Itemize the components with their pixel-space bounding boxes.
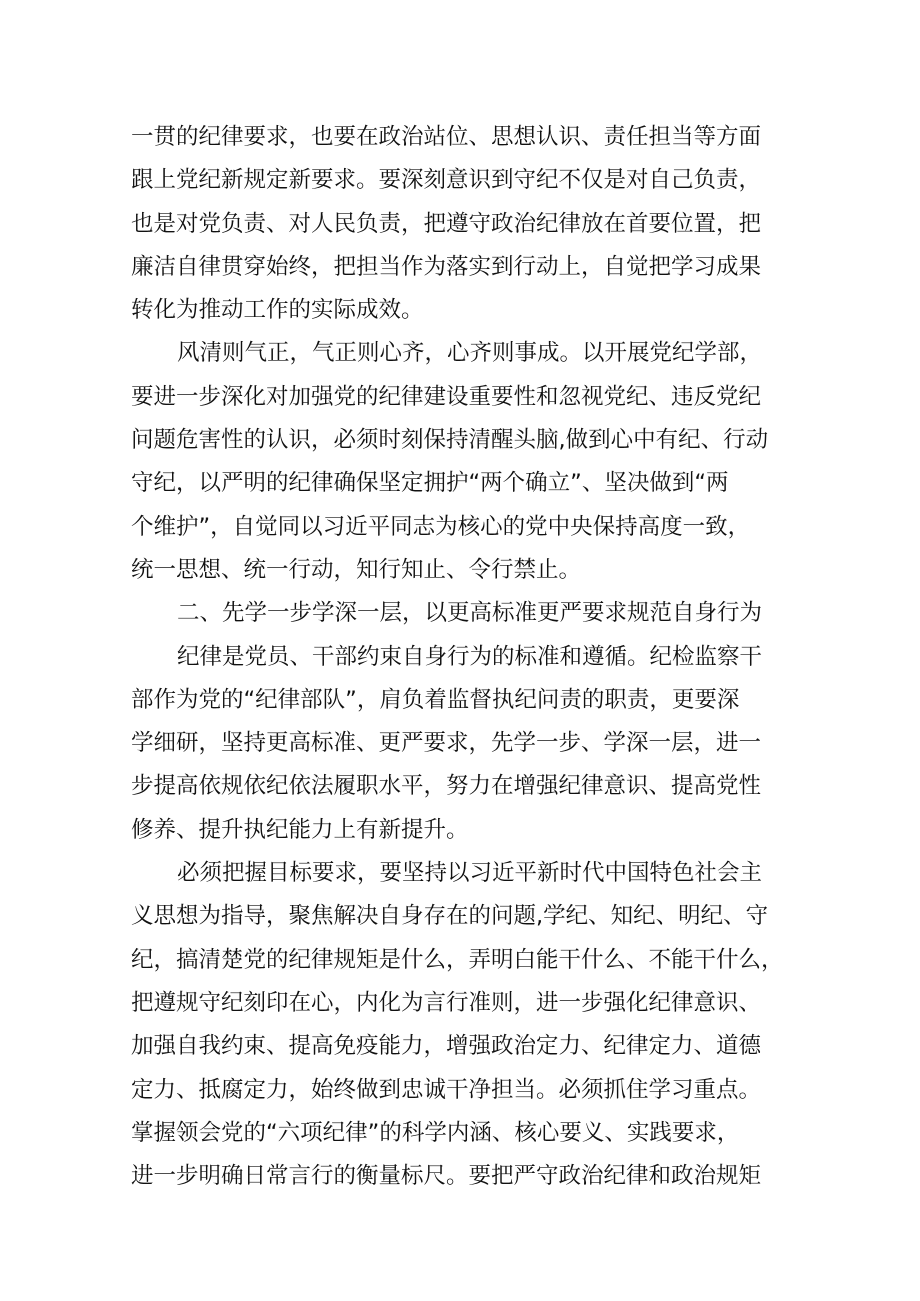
text-line-21: 把遵规守纪刻印在心，内化为言行准则，进一步强化纪律意识、 bbox=[131, 989, 762, 1016]
text-line-16: 步提高依规依纪依法履职水平，努力在增强纪律意识、提高党性 bbox=[131, 773, 762, 800]
text-line-22: 加强自我约束、提高免疫能力，增强政治定力、纪律定力、道德 bbox=[131, 1033, 762, 1060]
text-line-1: 一贯的纪律要求，也要在政治站位、思想认识、责任担当等方面 bbox=[131, 124, 762, 150]
document-body bbox=[131, 116, 821, 1198]
text-line-17: 修养、提升执纪能力上有新提升。 bbox=[131, 816, 469, 843]
text-line-9: 守纪，以严明的纪律确保坚定拥护“两个确立”、坚决做到“两 bbox=[131, 470, 729, 497]
text-line-23: 定力、抵腐定力，始终做到忠诚干净担当。必须抓住学习重点。 bbox=[131, 1076, 762, 1103]
text-line-3: 也是对党负责、对人民负责，把遵守政治纪律放在首要位置，把 bbox=[131, 210, 762, 237]
paragraph-start-line: 风清则气正，气正则心齐，心齐则事成。以开展党纪学部， bbox=[177, 340, 763, 367]
text-line-19: 义思想为指导，聚焦解决自身存在的问题,学纪、知纪、明纪、守 bbox=[131, 903, 769, 930]
paragraph-start-line: 纪律是党员、干部约束自身行为的标准和遵循。纪检监察干 bbox=[177, 643, 763, 670]
text-line-20: 纪，搞清楚党的纪律规矩是什么，弄明白能干什么、不能干什么， bbox=[131, 946, 784, 973]
text-line-4: 廉洁自律贯穿始终，把担当作为落实到行动上，自觉把学习成果 bbox=[131, 253, 762, 280]
text-line-14: 部作为党的“纪律部队”，肩负着监督执纪问责的职责，更要深 bbox=[131, 686, 740, 713]
text-line-15: 学细研，坚持更高标准、更严要求，先学一步、学深一层，进一 bbox=[131, 730, 762, 757]
text-line-24: 掌握领会党的“六项纪律”的科学内涵、核心要义、实践要求， bbox=[131, 1119, 740, 1146]
text-line-5: 转化为推动工作的实际成效。 bbox=[131, 297, 424, 324]
section-heading: 二、先学一步学深一层，以更高标准更严要求规范自身行为 bbox=[177, 600, 763, 627]
text-line-2: 跟上党纪新规定新要求。要深刻意识到守纪不仅是对自己负责， bbox=[131, 167, 762, 194]
text-line-11: 统一思想、统一行动，知行知止、令行禁止。 bbox=[131, 556, 582, 583]
text-line-10: 个维护”，自觉同以习近平同志为核心的党中央保持高度一致， bbox=[131, 513, 751, 540]
paragraph-start-line: 必须把握目标要求，要坚持以习近平新时代中国特色社会主 bbox=[177, 860, 763, 887]
text-line-25: 进一步明确日常言行的衡量标尺。要把严守政治纪律和政治规矩 bbox=[131, 1163, 762, 1190]
text-line-8: 问题危害性的认识，必须时刻保持清醒头脑,做到心中有纪、行动 bbox=[131, 427, 769, 454]
text-line-7: 要进一步深化对加强党的纪律建设重要性和忽视党纪、违反党纪 bbox=[131, 383, 762, 410]
